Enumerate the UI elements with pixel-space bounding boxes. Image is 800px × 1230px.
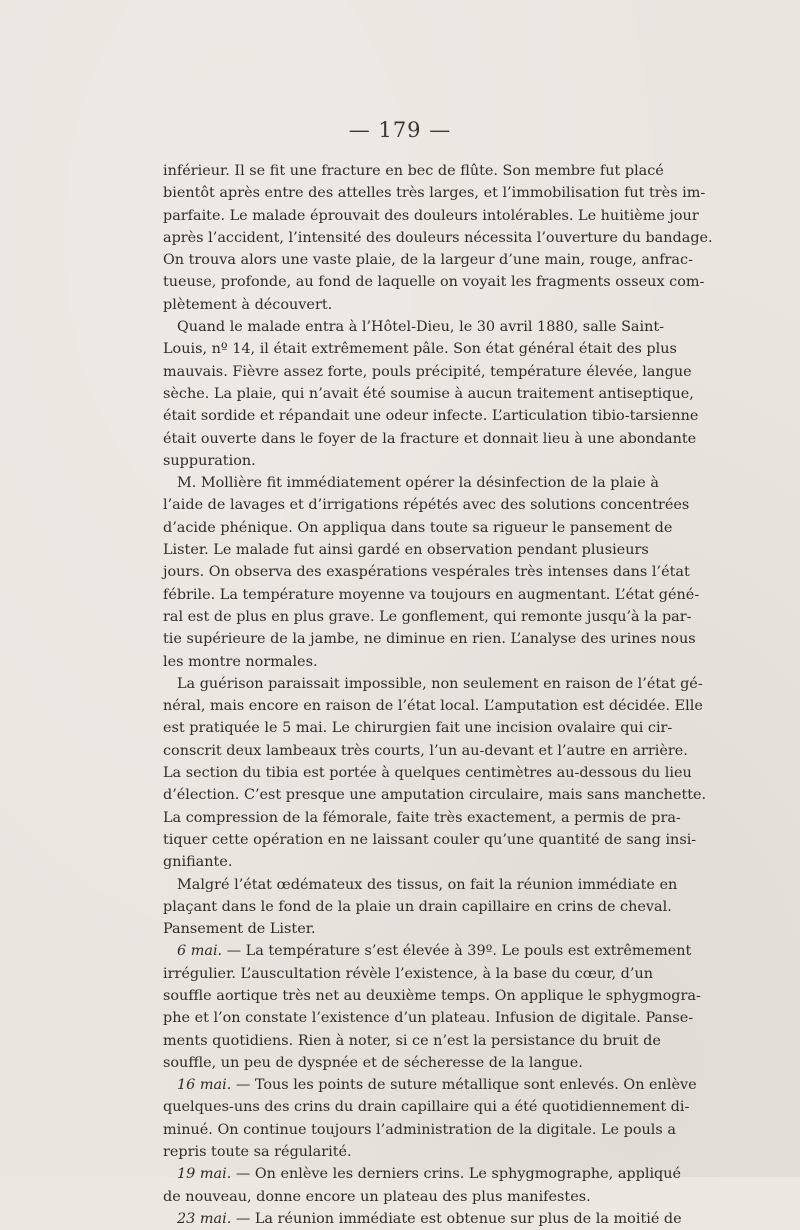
paragraph xyxy=(163,1163,682,1208)
text-line: tueuse, profonde, au fond de laquelle on voyait les fragments osseux com- xyxy=(163,274,705,291)
date-label: 16 mai. xyxy=(177,1077,232,1094)
text-line: jours. On observa des exaspérations vespérales très intenses dans l’état xyxy=(163,564,690,581)
text-line xyxy=(163,940,692,962)
body-text xyxy=(163,160,713,1230)
paragraph xyxy=(163,316,699,472)
text-line: souffle aortique très net au deuxième temps. On applique le sphygmogra- xyxy=(163,987,701,1004)
text-line: les montre normales. xyxy=(163,653,318,670)
text-line xyxy=(163,1163,682,1185)
text-line: est pratiquée le 5 mai. Le chirurgien fait une incision ovalaire qui cir- xyxy=(163,720,673,737)
text-line: La section du tibia est portée à quelques centimètres au-dessous du lieu xyxy=(163,765,692,782)
text-run: — La réunion immédiate est obtenue sur plus de la moitié de xyxy=(231,1210,682,1227)
date-label: 6 mai. xyxy=(177,943,223,960)
text-line: ral est de plus en plus grave. Le gonflement, qui remonte jusqu’à la par- xyxy=(163,608,692,625)
text-run: — Tous les points de suture métallique sont enlevés. On enlève xyxy=(231,1077,697,1094)
paragraph xyxy=(163,1208,682,1230)
text-line: l’aide de lavages et d’irrigations répétés avec des solutions concentrées xyxy=(163,497,690,514)
paragraph xyxy=(163,940,701,1074)
paragraph xyxy=(163,1074,697,1163)
text-line: plaçant dans le fond de la plaie un drain capillaire en crins de cheval. xyxy=(163,898,672,915)
text-line: tie supérieure de la jambe, ne diminue en rien. L’analyse des urines nous xyxy=(163,631,696,648)
paragraph xyxy=(163,160,713,316)
text-line: Louis, nº 14, il était extrêmement pâle. Son état général était des plus xyxy=(163,341,677,358)
paragraph xyxy=(163,472,700,673)
text-line: était sordide et répandait une odeur infecte. L’articulation tibio-tarsienne xyxy=(163,408,699,425)
text-line: inférieur. Il se fit une fracture en bec de flûte. Son membre fut placé xyxy=(163,163,664,179)
text-line: repris toute sa régularité. xyxy=(163,1144,352,1161)
text-run: — On enlève les derniers crins. Le sphygmographe, appliqué xyxy=(231,1166,682,1183)
text-line: suppuration. xyxy=(163,452,256,469)
text-line: gnifiante. xyxy=(163,854,233,871)
text-line: Malgré l’état œdémateux des tissus, on fait la réunion immédiate en xyxy=(177,876,678,893)
text-line: souffle, un peu de dyspnée et de sécheresse de la langue. xyxy=(163,1054,583,1071)
text-line: phe et l’on constate l’existence d’un plateau. Infusion de digitale. Panse- xyxy=(163,1010,694,1027)
text-line: conscrit deux lambeaux très courts, l’un au-devant et l’autre en arrière. xyxy=(163,742,688,759)
text-line: bientôt après entre des attelles très larges, et l’immobilisation fut très im- xyxy=(163,185,706,202)
text-line xyxy=(163,1208,682,1230)
text-line: plètement à découvert. xyxy=(163,296,333,313)
date-label: 23 mai. xyxy=(177,1210,232,1227)
text-line: mauvais. Fièvre assez forte, pouls précipité, température élevée, langue xyxy=(163,363,692,380)
text-line: après l’accident, l’intensité des douleurs nécessita l’ouverture du bandage. xyxy=(163,229,713,246)
paragraph xyxy=(163,874,678,941)
text-line: La guérison paraissait impossible, non seulement en raison de l’état gé- xyxy=(177,675,703,692)
text-line: était ouverte dans le foyer de la fracture et donnait lieu à une abondante xyxy=(163,430,697,447)
text-line: Lister. Le malade fut ainsi gardé en observation pendant plusieurs xyxy=(163,542,649,559)
page-number: — 179 — xyxy=(348,118,452,142)
text-run: — La température s’est élevée à 39º. Le pouls est extrêmement xyxy=(222,943,692,960)
text-line: parfaite. Le malade éprouvait des douleurs intolérables. Le huitième jour xyxy=(163,207,699,224)
paragraph xyxy=(163,673,707,874)
text-line: minué. On continue toujours l’administration de la digitale. Le pouls a xyxy=(163,1121,676,1138)
text-line: d’élection. C’est presque une amputation circulaire, mais sans manchette. xyxy=(163,787,707,804)
text-line: Quand le malade entra à l’Hôtel-Dieu, le 30 avril 1880, salle Saint- xyxy=(177,319,665,336)
text-line: de nouveau, donne encore un plateau des plus manifestes. xyxy=(163,1188,591,1205)
text-line: ments quotidiens. Rien à noter, si ce n’est la persistance du bruit de xyxy=(163,1032,661,1049)
text-line: fébrile. La température moyenne va toujours en augmentant. L’état géné- xyxy=(163,586,700,603)
date-label: 19 mai. xyxy=(177,1166,232,1183)
text-line: irrégulier. L’auscultation révèle l’existence, à la base du cœur, d’un xyxy=(163,965,654,982)
text-line: Pansement de Lister. xyxy=(163,921,316,938)
text-line: On trouva alors une vaste plaie, de la largeur d’une main, rouge, anfrac- xyxy=(163,252,693,269)
text-line: La compression de la fémorale, faite très exactement, a permis de pra- xyxy=(163,809,681,826)
text-line: d’acide phénique. On appliqua dans toute sa rigueur le pansement de xyxy=(163,519,673,536)
text-line: néral, mais encore en raison de l’état local. L’amputation est décidée. Elle xyxy=(163,698,703,715)
text-line: sèche. La plaie, qui n’avait été soumise à aucun traitement antiseptique, xyxy=(163,385,694,402)
text-line: quelques-uns des crins du drain capillaire qui a été quotidiennement di- xyxy=(163,1099,690,1116)
text-line: M. Mollière fit immédiatement opérer la désinfection de la plaie à xyxy=(177,475,659,492)
text-line xyxy=(163,1074,697,1096)
text-line: tiquer cette opération en ne laissant couler qu’une quantité de sang insi- xyxy=(163,831,697,848)
